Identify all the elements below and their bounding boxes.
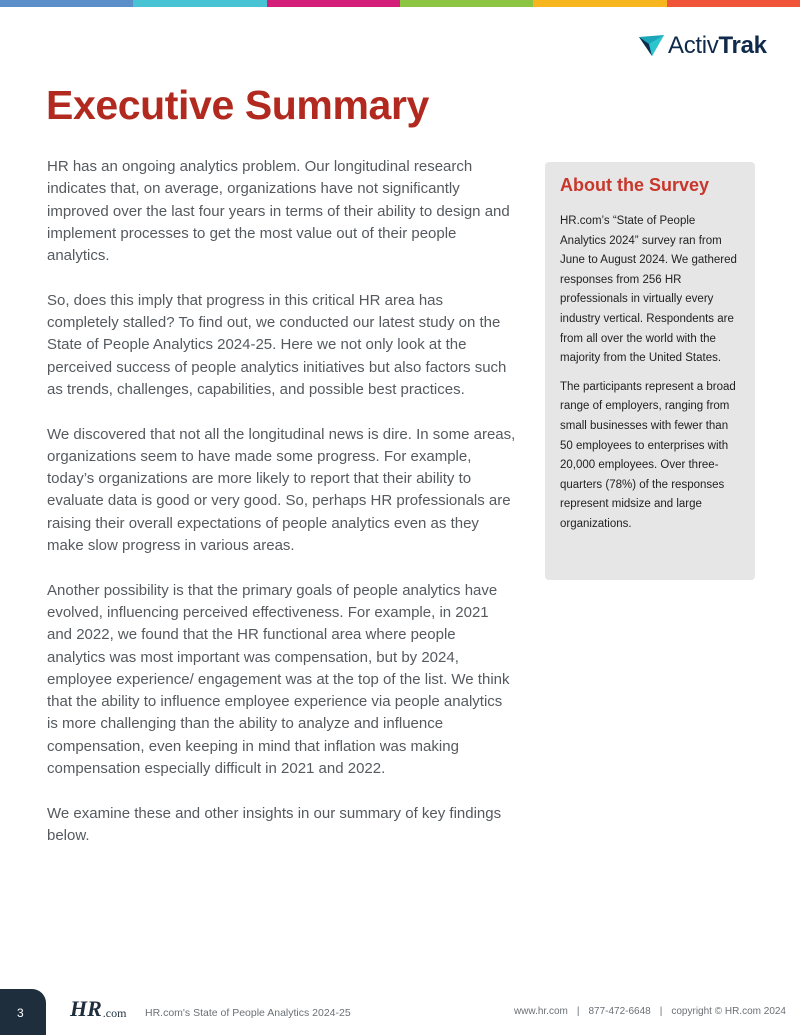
color-bar-segment bbox=[667, 0, 800, 7]
page-number-tab bbox=[0, 989, 46, 1035]
color-bar-segment bbox=[0, 0, 133, 7]
body-paragraph: Another possibility is that the primary goals of people analytics have evolved, influencing perceived effectiveness. For example, in 2021 and 2022, we found that the HR functional area where people analytics was most important was compensation, but by 2024, employee experience/ engagement was at the top of the list. We think that the ability to influence employee experience via people analytics is more challenging than the ability to analyze and influence compensation, even keeping in mind that inflation was making compensation especially difficult in 2021 and 2022. bbox=[47, 581, 510, 778]
body-paragraph: So, does this imply that progress in this critical HR area has completely stalled? To find out, we conducted our latest study on the State of People Analytics 2024-25. Here we not only look at the perceived success of people analytics initiatives but also factors such as trends, challenges, capabilities, and possible best practices. bbox=[47, 291, 507, 398]
hr-com-logo bbox=[70, 996, 126, 1020]
about-survey-sidebar bbox=[545, 162, 755, 580]
body-text bbox=[47, 156, 517, 870]
footer-contact bbox=[514, 1006, 786, 1017]
page-title: Executive Summary bbox=[46, 82, 429, 128]
color-bar-segment bbox=[133, 0, 266, 7]
activtrak-logo bbox=[638, 33, 767, 59]
page-number: 3 bbox=[17, 1006, 24, 1020]
footer-separator: | bbox=[659, 1006, 663, 1017]
color-bar-segment bbox=[267, 0, 400, 7]
sidebar-paragraph: The participants represent a broad range of employers, ranging from small businesses with fewer than 50 employees to enterprises with 20,000 employees. Over three-quarters (78%) of the responses represent midsize and large organizations. bbox=[560, 380, 736, 530]
hr-logo-suffix: .com bbox=[102, 1006, 127, 1020]
body-paragraph: We examine these and other insights in our summary of key findings below. bbox=[47, 804, 502, 844]
hr-logo-main: HR bbox=[70, 996, 102, 1021]
sidebar-paragraph: HR.com’s “State of People Analytics 2024” survey ran from June to August 2024. We gathered responses from 256 HR professionals in virtually every industry vertical. Respondents are from all over the world with the majority from the United States. bbox=[560, 215, 737, 365]
color-bar-segment bbox=[400, 0, 533, 7]
footer-copyright: copyright © HR.com 2024 bbox=[671, 1006, 786, 1017]
sidebar-heading: About the Survey bbox=[560, 175, 710, 195]
footer-website: www.hr.com bbox=[513, 1006, 568, 1017]
brand-part2: Trak bbox=[718, 32, 767, 59]
brand-part1: Activ bbox=[668, 32, 719, 59]
activtrak-logo-icon bbox=[638, 34, 666, 58]
footer-phone: 877-472-6648 bbox=[588, 1006, 651, 1017]
footer-separator: | bbox=[576, 1006, 580, 1017]
body-paragraph: HR has an ongoing analytics problem. Our longitudinal research indicates that, on average, organizations have not significantly improved over the last four years in terms of their ability to design and implement processes to get the most value out of their people analytics. bbox=[47, 158, 510, 265]
color-bar-segment bbox=[533, 0, 666, 7]
top-color-bar bbox=[0, 0, 800, 7]
body-paragraph: We discovered that not all the longitudinal news is dire. In some areas, organizations seem to have made some progress. For example, today’s organizations are more likely to report that their ability to evaluate data is good or very good. So, perhaps HR professionals are raising their overall expectations of people analytics even as they make slow progress in various areas. bbox=[47, 425, 516, 555]
footer-doc-title: HR.com's State of People Analytics 2024-25 bbox=[145, 1007, 351, 1019]
